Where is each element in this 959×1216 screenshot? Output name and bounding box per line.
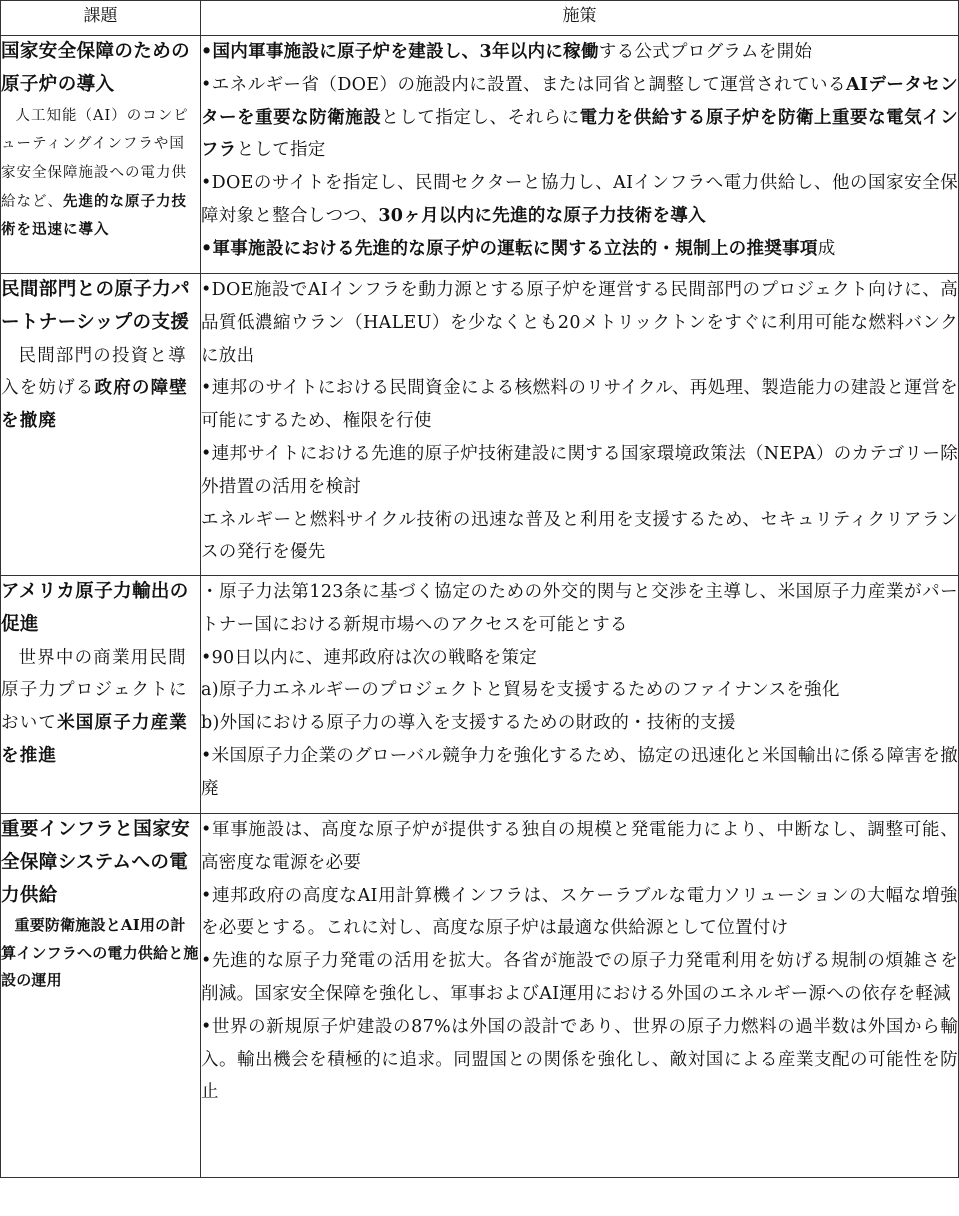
issue-description: 世界中の商業用民間原子力プロジェクトにおいて米国原子力産業を推進 (1, 647, 189, 766)
header-issue: 課題 (1, 1, 201, 36)
measure-item: •連邦のサイトにおける民間資金による核燃料のリサイクル、再処理、製造能力の建設と運営を可能にするため、権限を行使 (201, 378, 958, 432)
issue-description: 重要防衛施設とAI用の計算インフラへの電力供給と施設の運用 (1, 916, 199, 990)
measure-item: •連邦政府の高度なAI用計算機インフラは、スケーラブルな電力ソリューションの大幅な増強を必要とする。これに対し、高度な原子炉は最適な供給源として位置付け (201, 885, 958, 939)
issue-title: 重要インフラと国家安全保障システムへの電力供給 (1, 819, 191, 906)
issue-cell (1, 36, 201, 274)
issue-title: 国家安全保障のための原子炉の導入 (1, 41, 191, 95)
issue-title: 民間部門との原子力パートナーシップの支援 (1, 279, 191, 333)
issue-description: 人工知能（AI）のコンピューティングインフラや国家安全保障施設への電力供給など、先進的な原子力技術を迅速に導入 (1, 107, 189, 239)
issue-cell (1, 576, 201, 814)
issue-cell (1, 814, 201, 1178)
issue-title: アメリカ原子力輸出の促進 (1, 581, 189, 635)
header-row (1, 1, 959, 36)
table-row (1, 814, 959, 1178)
issue-cell (1, 274, 201, 576)
measure-item: •連邦サイトにおける先進的原子炉技術建設に関する国家環境政策法（NEPA）のカテゴリー除外措置の活用を検討 (201, 443, 958, 497)
measure-item: b)外国における原子力の導入を支援するための財政的・技術的支援 (201, 713, 736, 734)
measure-item: エネルギーと燃料サイクル技術の迅速な普及と利用を支援するため、セキュリティクリアランスの発行を優先 (201, 509, 958, 563)
measures-cell (201, 36, 959, 274)
measure-item: •DOEのサイトを指定し、民間セクターと協力し、AIインフラへ電力供給し、他の国家安全保障対象と整合しつつ、30ヶ月以内に先進的な原子力技術を導入 (201, 173, 958, 226)
measures-cell (201, 576, 959, 814)
measure-item: •90日以内に、連邦政府は次の戦略を策定 (201, 647, 538, 668)
measure-item: •国内軍事施設に原子炉を建設し、3年以内に稼働する公式プログラムを開始 (201, 42, 813, 62)
table-row (1, 36, 959, 274)
measure-item: •DOE施設でAIインフラを動力源とする原子炉を運営する民間部門のプロジェクト向けに、高品質低濃縮ウラン（HALEU）を少なくとも20メトリックトンをすぐに利用可能な燃料バンクに放出 (201, 280, 958, 366)
measure-item: •軍事施設は、高度な原子炉が提供する独自の規模と発電能力により、中断なし、調整可能、高密度な電源を必要 (201, 820, 958, 873)
measure-item: •世界の新規原子炉建設の87%は外国の設計であり、世界の原子力燃料の過半数は外国から輸入。輸出機会を積極的に追求。同盟国との関係を強化し、敵対国による産業支配の可能性を防止 (201, 1016, 958, 1103)
issue-description: 民間部門の投資と導入を妨げる政府の障壁を撤廃 (1, 345, 188, 432)
table-row (1, 274, 959, 576)
measure-item: •エネルギー省（DOE）の施設内に設置、または同省と調整して運営されているAIデータセンターを重要な防衛施設として指定し、それらに電力を供給する原子炉を防衛上重要な電気インフラとして指定 (201, 74, 958, 161)
measures-cell (201, 814, 959, 1178)
measure-item: •先進的な原子力発電の活用を拡大。各省が施設での原子力発電利用を妨げる規制の煩雑さを削減。国家安全保障を強化し、軍事およびAI運用における外国のエネルギー源への依存を軽減 (201, 951, 958, 1004)
measures-cell (201, 274, 959, 576)
table-row (1, 576, 959, 814)
measure-item: •米国原子力企業のグローバル競争力を強化するため、協定の迅速化と米国輸出に係る障害を撤廃 (201, 745, 958, 799)
header-measures: 施策 (201, 1, 959, 36)
measure-item: ・原子力法第123条に基づく協定のための外交的関与と交渉を主導し、米国原子力産業がパートナー国における新規市場へのアクセスを可能とする (201, 582, 958, 635)
measure-item: •軍事施設における先進的な原子炉の運転に関する立法的・規制上の推奨事項成 (201, 238, 836, 259)
measure-item: a)原子力エネルギーのプロジェクトと貿易を支援するためのファイナンスを強化 (201, 680, 840, 701)
